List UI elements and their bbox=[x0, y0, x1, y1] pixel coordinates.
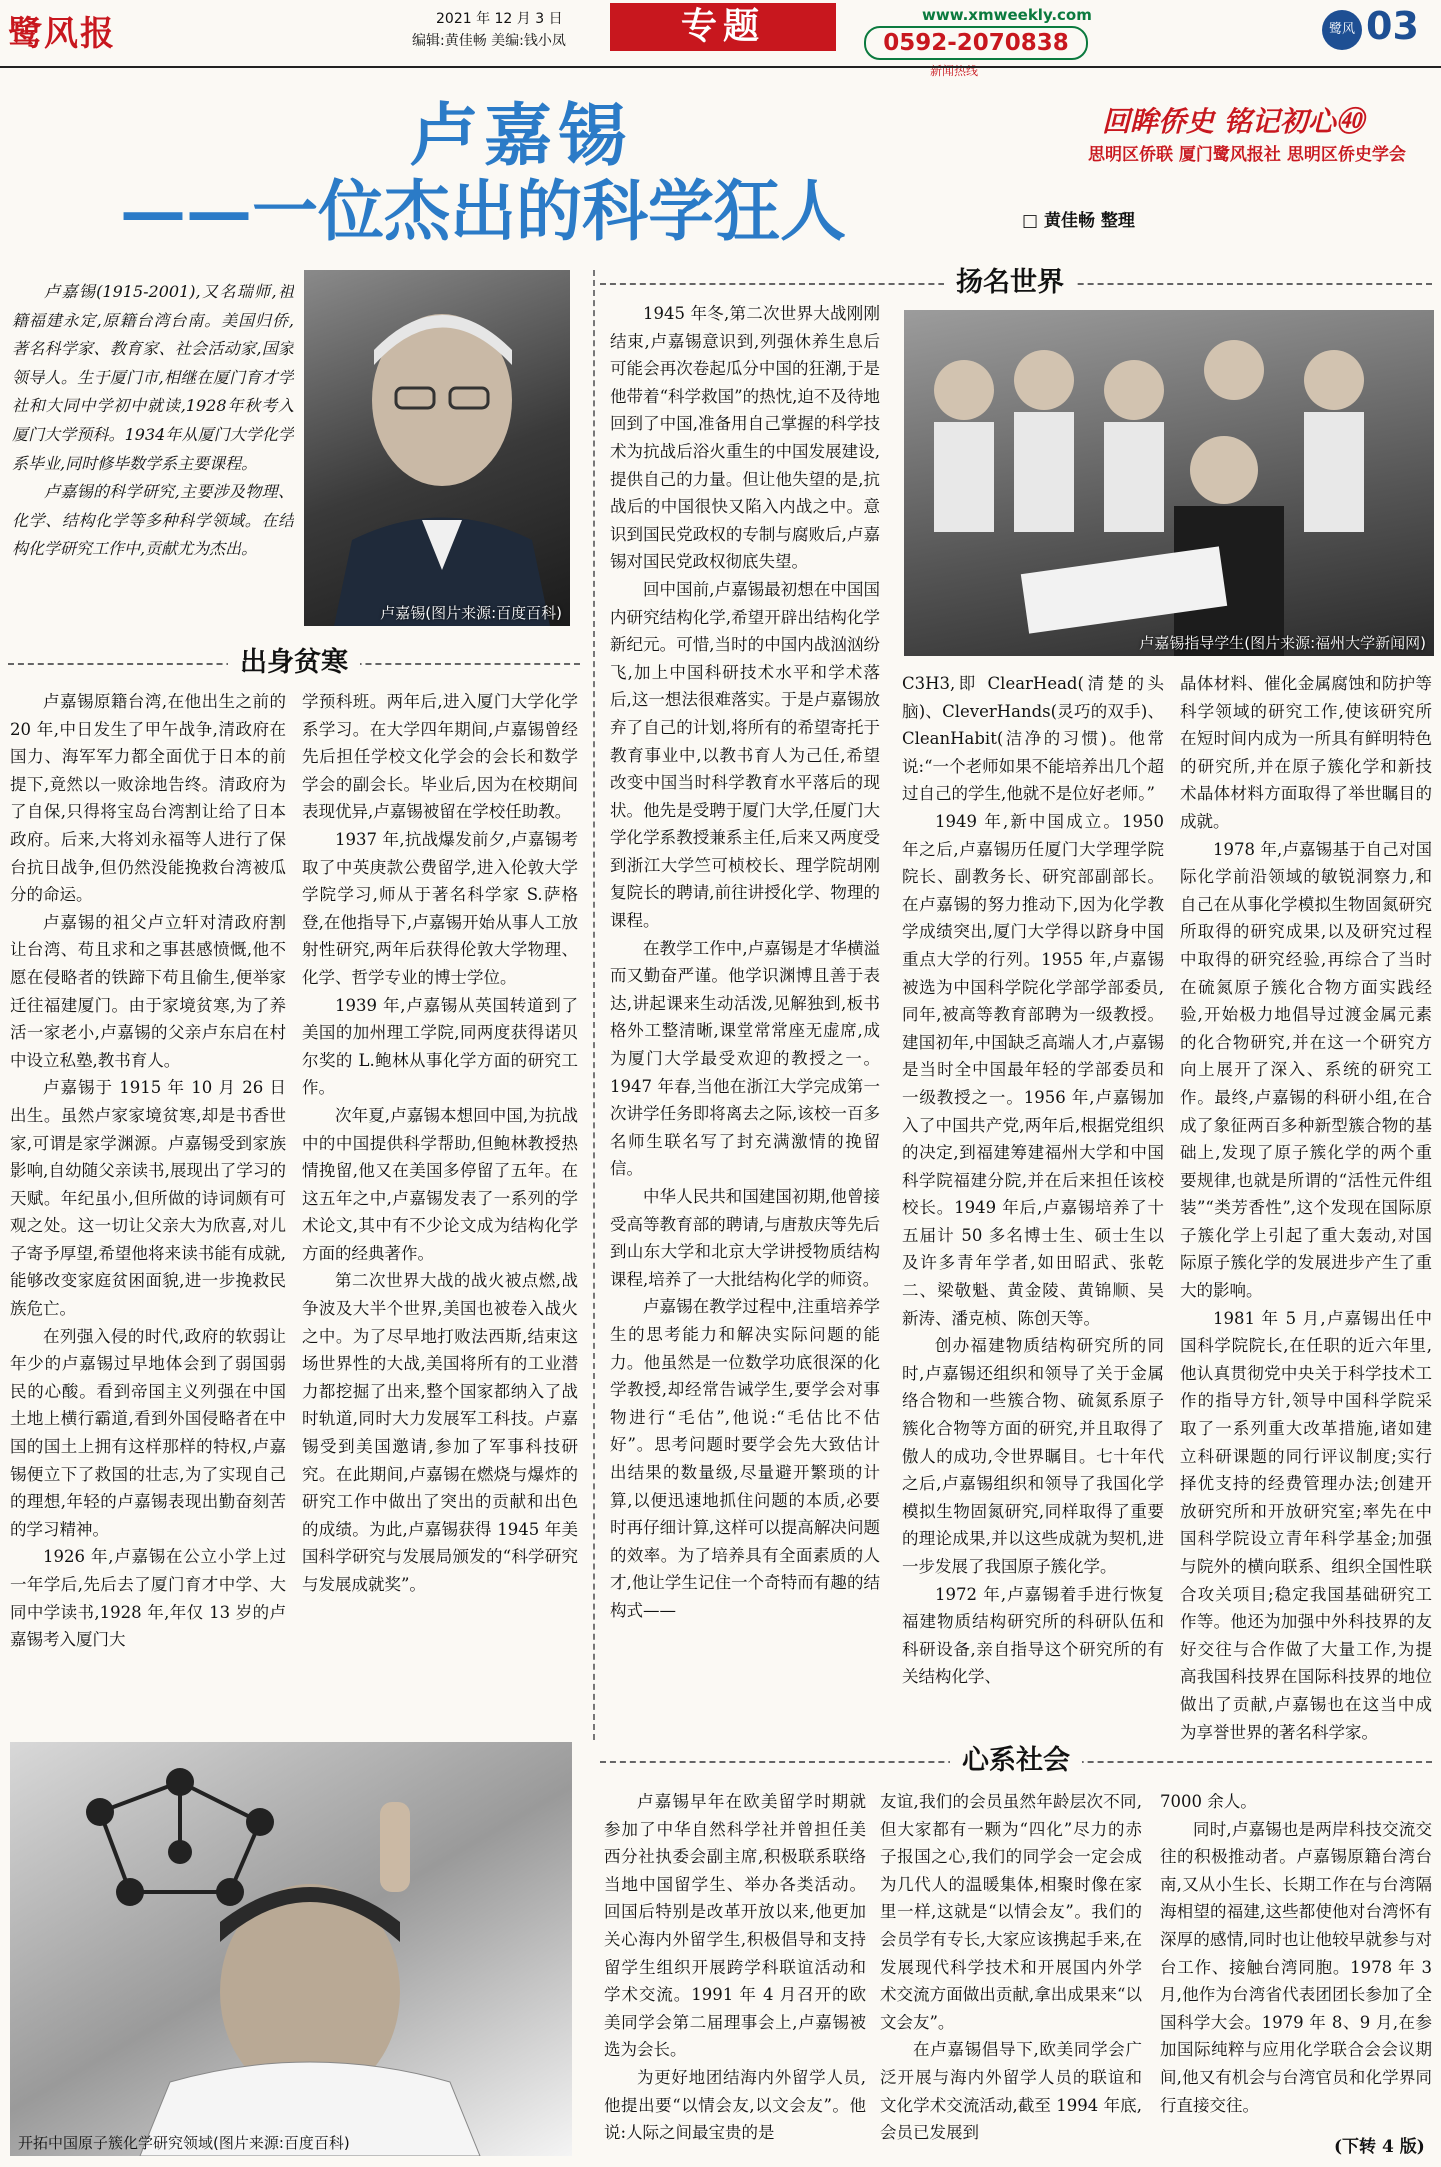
intro-paragraph: 卢嘉锡(1915-2001),又名瑞师,祖籍福建永定,原籍台湾台南。美国归侨,著名科学家、教育家、社会活动家,国家领导人。生于厦门市,相继在厦门育才学社和大同中学初中就读,1928年秋考入厦门大学预科。1934年从厦门大学化学系毕业,同时修毕数学系主要课程。 bbox=[12, 282, 294, 473]
paragraph: 1926 年,卢嘉锡在公立小学上过一年学后,先后去了厦门育才中学、大同中学读书,1928 年,年仅 13 岁的卢嘉锡考入厦门大 bbox=[10, 1547, 286, 1650]
molecule-caption: 开拓中国原子簇化学研究领域(图片来源:百度百科) bbox=[18, 2134, 350, 2152]
paragraph: 1945 年冬,第二次世界大战刚刚结束,卢嘉锡意识到,列强休养生息后可能会再次卷起瓜分中国的狂潮,于是他带着“科学救国”的热忱,迫不及待地回到了中国,准备用自己掌握的科学技术为抗战后浴火重生的中国发展建设,提供自己的力量。但让他失望的是,抗战后的中国很快又陷入内战之中。意识到国民党政权的专制与腐败后,卢嘉锡对国民党政权彻底失望。 bbox=[610, 304, 880, 572]
paragraph: C3H3,即 ClearHead(清楚的头脑)、CleverHands(灵巧的双手)、CleanHabit(洁净的习惯)。他常说:“一个老师如果不能培养出几个超过自己的学生,他就不是位好老师。” bbox=[902, 674, 1164, 804]
molecule-model-photo bbox=[10, 1742, 572, 2156]
article-column-2 bbox=[302, 688, 578, 1738]
page-number: 03 bbox=[1366, 4, 1419, 48]
masthead-logo: 鹭风报 bbox=[8, 14, 116, 54]
section-header-fame bbox=[600, 266, 1432, 302]
portrait-photo bbox=[304, 270, 570, 626]
paragraph: 为更好地团结海内外留学人员,他提出要“以情会友,以文会友”。他说:人际之间最宝贵的是 bbox=[604, 2067, 866, 2143]
headline-subtitle: ——一位杰出的科学狂人 bbox=[120, 172, 846, 250]
paragraph: 同时,卢嘉锡也是两岸科技交流交往的积极推动者。卢嘉锡原籍台湾台南,又从小生长、长期工作在与台湾隔海相望的福建,这些都使他对台湾怀有深厚的感情,同时也让他较早就参与对台工作、接触台湾同胞。1978 年 3 月,他作为台湾省代表团团长参加了全国科学大会。1979 年 8、9 月,在参加国际纯粹与应用化学联合会会议期间,他又有机会与台湾官员和化学界同行直接交往。 bbox=[1160, 1819, 1432, 2115]
paragraph: 7000 余人。 bbox=[1160, 1792, 1257, 1811]
byline: □ 黄佳畅 整理 bbox=[1022, 211, 1135, 231]
website-url[interactable]: www.xmweekly.com bbox=[922, 6, 1092, 24]
teaching-caption: 卢嘉锡指导学生(图片来源:福州大学新闻网) bbox=[1139, 634, 1426, 652]
paragraph: 次年夏,卢嘉锡本想回中国,为抗战中的中国提供科学帮助,但鲍林教授热情挽留,他又在美国多停留了五年。在这五年之中,卢嘉锡发表了一系列的学术论文,其中有不少论文成为结构化学方面的经典著作。 bbox=[302, 1105, 578, 1263]
paragraph: 在卢嘉锡倡导下,欧美同学会广泛开展与海内外留学人员的联谊和文化学术交流活动,截至 1994 年底,会员已发展到 bbox=[880, 2040, 1142, 2143]
column-separator bbox=[593, 270, 595, 1740]
paragraph: 第二次世界大战的战火被点燃,战争波及大半个世界,美国也被卷入战火之中。为了尽早地打败法西斯,结束这场世界性的大战,美国将所有的工业潜力都挖掘了出来,整个国家都纳入了战时轨道,同时大力发展军工科技。卢嘉锡受到美国邀请,参加了军事科技研究。在此期间,卢嘉锡在燃烧与爆炸的研究工作中做出了突出的贡献和出色的成绩。为此,卢嘉锡获得 1945 年美国科学研究与发展局颁发的“科学研究与发展成就奖”。 bbox=[302, 1271, 578, 1594]
society-column-3 bbox=[1160, 1788, 1432, 2128]
hotline-phone: 0592-2070838 bbox=[864, 26, 1088, 60]
page-badge-icon: 鹭风 bbox=[1322, 10, 1362, 50]
portrait-caption: 卢嘉锡(图片来源:百度百科) bbox=[380, 604, 562, 622]
portrait-figure-icon bbox=[304, 270, 570, 626]
column-banner-title: 回眸侨史 铭记初心㊵ bbox=[1102, 105, 1364, 138]
paragraph: 卢嘉锡在教学过程中,注重培养学生的思考能力和解决实际问题的能力。他虽然是一位数学功底很深的化学教授,却经常告诫学生,要学会对事物进行“毛估”,他说:“毛估比不估好”。思考问题时要学会先大致估计出结果的数量级,尽量避开繁琐的计算,以便迅速地抓住问题的本质,必要时再仔细计算,这样可以提高解决问题的效率。为了培养具有全面素质的人才,他让学生记住一个奇特而有趣的结构式—— bbox=[610, 1297, 880, 1620]
intro-text bbox=[12, 278, 294, 638]
continued-note: (下转 4 版) bbox=[1334, 2137, 1425, 2157]
section-header-origins bbox=[8, 646, 580, 682]
paragraph: 1949 年,新中国成立。1950 年之后,卢嘉锡历任厦门大学理学院院长、副教务长、研究部副部长。在卢嘉锡的努力推动下,因为化学教学成绩突出,厦门大学得以跻身中国重点大学的行列。1955 年,卢嘉锡被选为中国科学院化学部学部委员,同年,被高等教育部聘为一级教授。建国初年,中国缺乏高端人才,卢嘉锡是当时全中国最年轻的学部委员和一级教授之一。1956 年,卢嘉锡加入了中国共产党,两年后,根据党组织的决定,到福建筹建福州大学和中国科学院福建分院,并在后来担任该校校长。1949 年后,卢嘉锡培养了十五届计 50 多名博士生、硕士生以及许多青年学者,如田昭武、张乾二、梁敬魁、黄金陵、黄锦顺、吴新涛、潘克桢、陈创天等。 bbox=[902, 811, 1164, 1328]
paragraph: 创办福建物质结构研究所的同时,卢嘉锡还组织和领导了关于金属络合物和一些簇合物、硫氮系原子簇化合物等方面的研究,并且取得了傲人的成功,令世界瞩目。七十年代之后,卢嘉锡组织和领导了我国化学模拟生物固氮研究,同样取得了重要的理论成果,并以这些成就为契机,进一步发展了我国原子簇化学。 bbox=[902, 1336, 1164, 1576]
section-header-society bbox=[600, 1744, 1432, 1780]
section-badge: 专题 bbox=[610, 3, 836, 51]
students-group-icon bbox=[904, 310, 1434, 656]
paragraph: 1972 年,卢嘉锡着手进行恢复福建物质结构研究所的科研队伍和科研设备,亲自指导这个研究所的有关结构化学、 bbox=[902, 1584, 1164, 1687]
hotline-label: 新闻热线 bbox=[930, 64, 979, 78]
paragraph: 1981 年 5 月,卢嘉锡出任中国科学院院长,在任职的近六年里,他认真贯彻党中央关于科学技术工作的指导方针,领导中国科学院采取了一系列重大改革措施,诸如建立科研课题的同行评议制度;实行择优支持的经费管理办法;创建开放研究所和开放研究室;率先在中国科学院设立青年科学基金;加强与院外的横向联系、组织全国性联合攻关项目;稳定我国基础研究工作等。他还为加强中外科技界的友好交往与合作做了大量工作,为提高我国科技界在国际科技界的地位做出了贡献,卢嘉锡也在这当中成为享誉世界的著名科学家。 bbox=[1180, 1308, 1432, 1740]
paragraph: 友谊,我们的会员虽然年龄层次不同,但大家都有一颗为“四化”尽力的赤子报国之心,我们的同学会一定会成为几代人的温暖集体,相聚时像在家里一样,这就是“以情会友”。我们的会员学有专长,大家应该携起手来,在发展现代科学技术和开展国内外学术交流方面做出贡献,拿出成果来“以文会友”。 bbox=[880, 1792, 1142, 2032]
paragraph: 在列强入侵的时代,政府的软弱让年少的卢嘉锡过早地体会到了弱国弱民的心酸。看到帝国主义列强在中国土地上横行霸道,看到外国侵略者在中国的国土上拥有这样那样的特权,卢嘉锡便立下了救国的壮志,为了实现自己的理想,年轻的卢嘉锡表现出勤奋刻苦的学习精神。 bbox=[10, 1326, 286, 1539]
molecule-model-icon bbox=[10, 1742, 572, 2156]
column-banner-organizers: 思明区侨联 厦门鹭风报社 思明区侨史学会 bbox=[1088, 145, 1406, 165]
article-column-1 bbox=[10, 688, 286, 1738]
paragraph: 1978 年,卢嘉锡基于自己对国际化学前沿领域的敏锐洞察力,和自己在从事化学模拟生物固氮研究所取得的研究成果,以及研究过程中取得的研究经验,再综合了当时在硫氮原子簇化合物方面实践经验,开始极力地倡导过渡金属元素的化合物研究,并在这一个研究方向上展开了深入、系统的研究工作。最终,卢嘉锡的科研小组,在合成了象征两百多种新型簇合物的基础上,发现了原子簇化学的两个重要规律,也就是所谓的“活性元件组装”“类芳香性”,这个发现在国际原子簇化学上引起了重大轰动,对国际原子簇化学的发展进步产生了重大的影响。 bbox=[1180, 839, 1432, 1301]
paragraph: 在教学工作中,卢嘉锡是才华横溢而又勤奋严谨。他学识渊博且善于表达,讲起课来生动活泼,见解独到,板书格外工整清晰,课堂常常座无虚席,成为厦门大学最受欢迎的教授之一。1947 年春,当他在浙江大学完成第一次讲学任务即将离去之际,该校一百多名师生联名写了封充满激情的挽留信。 bbox=[610, 938, 880, 1179]
society-column-1 bbox=[604, 1788, 866, 2158]
article-column-5 bbox=[1180, 670, 1432, 1740]
section-title: 心系社会 bbox=[950, 1744, 1082, 1778]
section-title: 扬名世界 bbox=[944, 266, 1076, 300]
issue-date: 2021 年 12 月 3 日 bbox=[436, 11, 563, 27]
paragraph: 卢嘉锡的祖父卢立轩对清政府割让台湾、苟且求和之事甚感愤慨,他不愿在侵略者的铁蹄下苟且偷生,便举家迁往福建厦门。由于家境贫寒,为了养活一家老小,卢嘉锡的父亲卢东启在村中设立私塾,教书育人。 bbox=[10, 912, 286, 1070]
intro-paragraph: 卢嘉锡的科学研究,主要涉及物理、化学、结构化学等多种科学领域。在结构化学研究工作中,贡献尤为杰出。 bbox=[12, 482, 294, 559]
paragraph: 中华人民共和国建国初期,他曾接受高等教育部的聘请,与唐敖庆等先后到山东大学和北京大学讲授物质结构课程,培养了一大批结构化学的师资。 bbox=[610, 1187, 880, 1289]
society-column-2 bbox=[880, 1788, 1142, 2158]
section-title: 出身贫寒 bbox=[228, 646, 360, 680]
article-column-3 bbox=[610, 300, 880, 1740]
paragraph: 卢嘉锡于 1915 年 10 月 26 日出生。虽然卢家家境贫寒,却是书香世家,可谓是家学渊源。卢嘉锡受到家族影响,自幼随父亲读书,展现出了学习的天赋。年纪虽小,但所做的诗词颇有可观之处。这一切让父亲大为欣喜,对儿子寄予厚望,希望他将来读书能有成就,能够改变家庭贫困面貌,进一步挽救民族危亡。 bbox=[10, 1078, 286, 1319]
masthead-rule bbox=[0, 66, 1441, 68]
editors-line: 编辑:黄佳畅 美编:钱小凤 bbox=[412, 33, 566, 49]
teaching-photo bbox=[904, 310, 1434, 656]
paragraph: 1937 年,抗战爆发前夕,卢嘉锡考取了中英庚款公费留学,进入伦敦大学学院学习,师从于著名科学家 S.萨格登,在他指导下,卢嘉锡开始从事人工放射性研究,两年后获得伦敦大学物理、化学、哲学专业的博士学位。 bbox=[302, 829, 578, 987]
headline-name: 卢嘉锡 bbox=[410, 96, 633, 176]
paragraph: 卢嘉锡早年在欧美留学时期就参加了中华自然科学社并曾担任美西分社执委会副主席,积极联系联络当地中国留学生、举办各类活动。回国后特别是改革开放以来,他更加关心海内外留学生,积极倡导和支持留学生组织开展跨学科联谊活动和学术交流。1991 年 4 月召开的欧美同学会第二届理事会上,卢嘉锡被选为会长。 bbox=[604, 1792, 866, 2060]
paragraph: 学预科班。两年后,进入厦门大学化学系学习。在大学四年期间,卢嘉锡曾经先后担任学校文化学会的会长和数学学会的副会长。毕业后,因为在校期间表现优异,卢嘉锡被留在学校任助教。 bbox=[302, 692, 578, 822]
paragraph: 1939 年,卢嘉锡从英国转道到了美国的加州理工学院,同两度获得诺贝尔奖的 L.鲍林从事化学方面的研究工作。 bbox=[302, 995, 578, 1098]
paragraph: 卢嘉锡原籍台湾,在他出生之前的 20 年,中日发生了甲午战争,清政府在国力、海军军力都全面优于日本的前提下,竟然以一败涂地告终。清政府为了自保,只得将宝岛台湾割让给了日本政府。后来,大将刘永福等人进行了保台抗日战争,但仍然没能挽救台湾被瓜分的命运。 bbox=[10, 692, 286, 905]
paragraph: 晶体材料、催化金属腐蚀和防护等科学领域的研究工作,使该研究所在短时间内成为一所具有鲜明特色的研究所,并在原子簇化学和新技术晶体材料方面取得了举世瞩目的成就。 bbox=[1180, 674, 1432, 831]
paragraph: 回中国前,卢嘉锡最初想在中国国内研究结构化学,希望开辟出结构化学新纪元。可惜,当时的中国内战汹汹纷飞,加上中国科研技术水平和学术落后,这一想法很难落实。于是卢嘉锡放弃了自己的计划,将所有的希望寄托于教育事业中,以教书育人为己任,希望改变中国当时科学教育水平落后的现状。他先是受聘于厦门大学,任厦门大学化学系教授兼系主任,后来又两度受到浙江大学竺可桢校长、理学院胡刚复院长的聘请,前往讲授化学、物理的课程。 bbox=[610, 579, 880, 931]
article-column-4 bbox=[902, 670, 1164, 1740]
